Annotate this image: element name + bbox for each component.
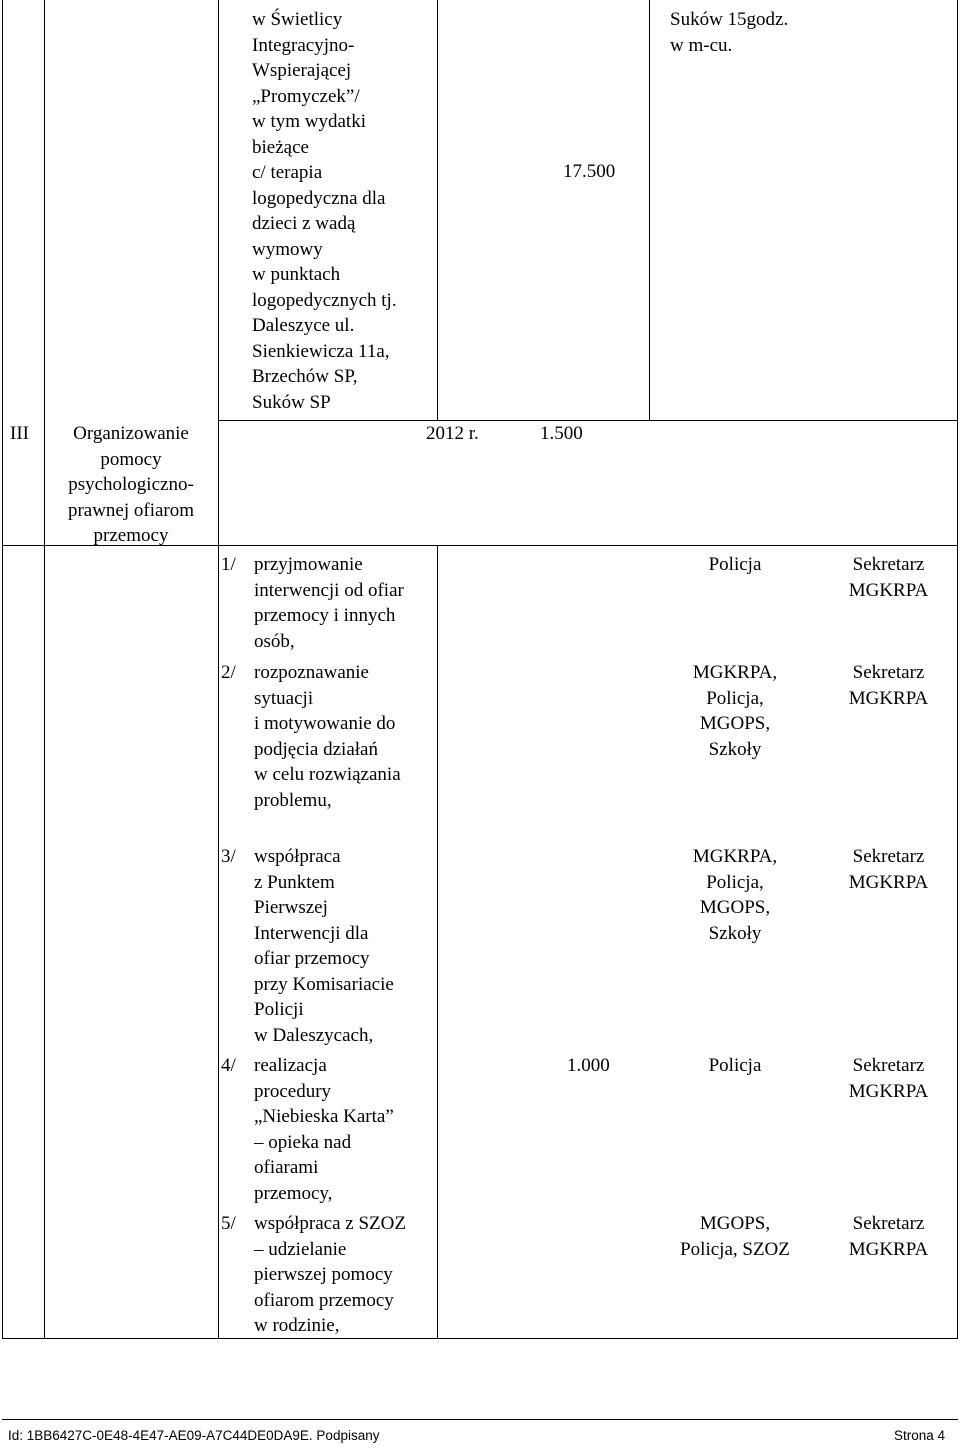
table-border-col4-top	[649, 0, 650, 420]
table-border-right	[957, 0, 958, 1338]
item-number-1: 1/	[221, 554, 236, 575]
year-label: 2012 r.	[426, 423, 479, 444]
item-text-5: współpraca z SZOZ – udzielanie pierwszej pomocy ofiarom przemocy w rodzinie,	[254, 1213, 406, 1336]
item-partners-2: MGKRPA, Policja, MGOPS, Szkoły	[692, 662, 778, 760]
row0-description: w Świetlicy Integracyjno- Wspierającej „Promyczek”/ w tym wydatki bieżące c/ terapia logopedyczna dla dzieci z wadą wymowy w punktach logopedycznych tj. Daleszyce ul. Sienkiewicza 11a, Brzechów SP, Suków SP	[252, 9, 397, 413]
table-border-section-bottom	[2, 1338, 958, 1339]
footer-rule	[2, 1419, 958, 1420]
item-number-5: 5/	[221, 1213, 236, 1234]
item-text-2: rozpoznawanie sytuacji i motywowanie do podjęcia działań w celu rozwiązania problemu,	[254, 662, 401, 811]
table-border-col2	[218, 0, 219, 1338]
table-border-col1	[44, 0, 45, 1338]
table-border-left	[2, 0, 3, 1338]
item-responsible-2: Sekretarz MGKRPA	[848, 662, 929, 709]
item-text-1: przyjmowanie interwencji od ofiar przemocy i innych osób,	[254, 554, 404, 652]
item-number-2: 2/	[221, 662, 236, 683]
row0-amount: 17.500	[563, 161, 616, 182]
row0-note: Suków 15godz. w m-cu.	[670, 9, 789, 56]
item-responsible-4: Sekretarz MGKRPA	[848, 1055, 929, 1102]
table-border-col3-bottom	[437, 545, 438, 1338]
year-amount: 1.500	[540, 423, 583, 444]
item-text-3: współpraca z Punktem Pierwszej Interwencji dla ofiar przemocy przy Komisariacie Policji w Daleszycach,	[254, 846, 394, 1046]
footer-document-id: Id: 1BB6427C-0E48-4E47-AE09-A7C44DE0DA9E. Podpisany	[8, 1428, 380, 1443]
item-partners-1: Policja	[708, 554, 762, 575]
table-border-col3-top	[437, 0, 438, 420]
footer-page-number: Strona 4	[894, 1428, 946, 1443]
table-border-row0-bottom	[218, 420, 958, 421]
item-responsible-3: Sekretarz MGKRPA	[848, 846, 929, 893]
item-responsible-5: Sekretarz MGKRPA	[848, 1213, 929, 1260]
section-title: Organizowanie pomocy psychologiczno- prawnej ofiarom przemocy	[67, 423, 195, 546]
item-amount-4: 1.000	[567, 1055, 610, 1076]
item-partners-5: MGOPS, Policja, SZOZ	[680, 1213, 790, 1260]
item-responsible-1: Sekretarz MGKRPA	[848, 554, 929, 601]
item-text-4: realizacja procedury „Niebieska Karta” – opieka nad ofiarami przemocy,	[254, 1055, 394, 1204]
item-partners-3: MGKRPA, Policja, MGOPS, Szkoły	[692, 846, 778, 944]
item-number-4: 4/	[221, 1055, 236, 1076]
item-number-3: 3/	[221, 846, 236, 867]
item-partners-4: Policja	[708, 1055, 762, 1076]
section-number: III	[10, 423, 29, 444]
